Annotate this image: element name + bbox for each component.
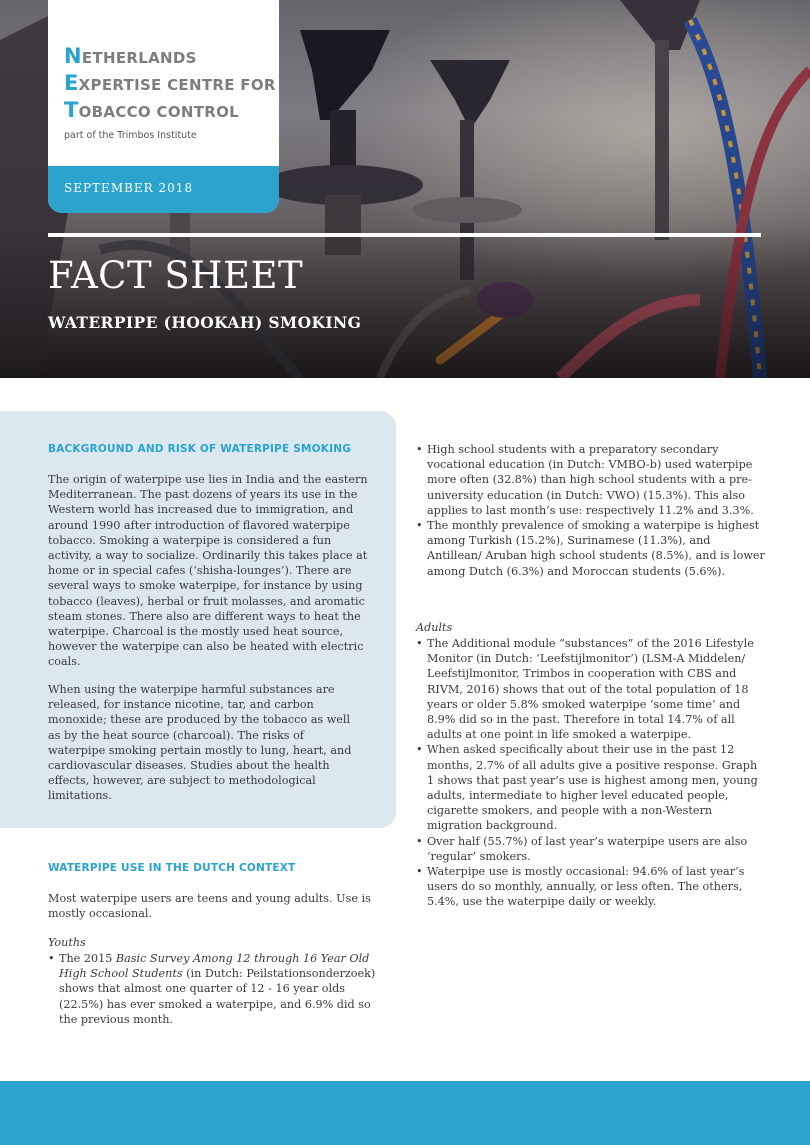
organization-logo: NETHERLANDS EXPERTISE CENTRE FOR TOBACCO CONTROL part of the Trimbos Institute — [64, 44, 276, 141]
title-divider — [48, 233, 761, 237]
dutch-context-intro: Most waterpipe users are teens and young adults. Use is mostly occasional. — [48, 892, 371, 921]
list-item: • The monthly prevalence of smoking a waterpipe is highest among Turkish (15.2%), Surinamese (11.3%), and Antillean/ Aruban high school students (8.5%), and is lower among Dutch (6.3%) and Moroccan students (5.6%). — [416, 518, 766, 579]
footer-band — [0, 1081, 810, 1145]
publication-date: SEPTEMBER 2018 — [48, 166, 279, 213]
list-item: • Waterpipe use is mostly occasional: 94.6% of last year’s users do so monthly, annually, or less often. The others, 5.4%, use the waterpipe daily or weekly. — [416, 864, 766, 910]
dutch-context-heading: WATERPIPE USE IN THE DUTCH CONTEXT — [48, 862, 296, 874]
hero-banner — [0, 0, 810, 378]
background-heading: BACKGROUND AND RISK OF WATERPIPE SMOKING — [48, 443, 352, 455]
adults-label: Adults — [416, 621, 453, 634]
list-item: • The Additional module “substances” of the 2016 Lifestyle Monitor (in Dutch: ‘Leefstijlmonitor’) (LSM-A Middelen/ Leefstijlmonitor, Trimbos in cooperation with CBS and RIVM, 2016) shows that out of the total population of 18 years or older 5.8% smoked waterpipe ‘some time’ and 8.9% did so in the past. Therefore in total 14.7% of all adults at one point in life smoked a waterpipe. — [416, 636, 766, 742]
logo-subline: part of the Trimbos Institute — [64, 130, 197, 141]
list-item: • The 2015 Basic Survey Among 12 through 16 Year Old High School Students (in Dutch: Peilstationsonderzoek) shows that almost one quarter of 12 - 16 year olds (22.5%) has ever smoked a waterpipe, and 6.9% did so the previous month. — [48, 951, 378, 1027]
list-item: • High school students with a preparatory secondary vocational education (in Dutch: VMBO-b) used waterpipe more often (32.8%) than high school students with a pre-university education (in Dutch: VWO) (15.3%). This also applies to last month’s use: respectively 11.2% and 3.3%. — [416, 442, 766, 518]
youths-list-right — [416, 442, 766, 579]
background-paragraph-2: When using the waterpipe harmful substances are released, for instance nicotine, tar, and carbon monoxide; these are produced by the tobacco as well as by the heat source (charcoal). The risks of waterpipe smoking pertain mostly to lung, heart, and cardiovascular diseases. Studies about the health effects, however, are subject to methodological limitations. — [48, 683, 352, 803]
logo-card — [48, 0, 279, 213]
youths-list-left — [48, 951, 378, 1027]
adults-list — [416, 636, 766, 910]
list-item: • Over half (55.7%) of last year’s waterpipe users are also ‘regular’ smokers. — [416, 834, 766, 864]
page-subtitle: WATERPIPE (HOOKAH) SMOKING — [48, 313, 362, 332]
page-title: FACT SHEET — [48, 254, 304, 297]
list-item: • When asked specifically about their use in the past 12 months, 2.7% of all adults give a positive response. Graph 1 shows that past year’s use is highest among men, young adults, intermediate to higher level educated people, cigarette smokers, and people with a non-Western migration background. — [416, 742, 766, 833]
background-paragraph-1: The origin of waterpipe use lies in India and the eastern Mediterranean. The past dozens of years its use in the Western world has increased due to immigration, and around 1990 after introduction of flavored waterpipe tobacco. Smoking a waterpipe is considered a fun activity, a way to socialize. Ordinarily this takes place at home or in special cafes (‘shisha-lounges’). There are several ways to smoke waterpipe, for instance by using tobacco (leaves), herbal or fruit molasses, and aromatic steam stones. There also are different ways to heat the waterpipe. Charcoal is the mostly used heat source, however the waterpipe can also be heated with electric coals. — [48, 473, 368, 669]
youths-label: Youths — [48, 936, 86, 949]
